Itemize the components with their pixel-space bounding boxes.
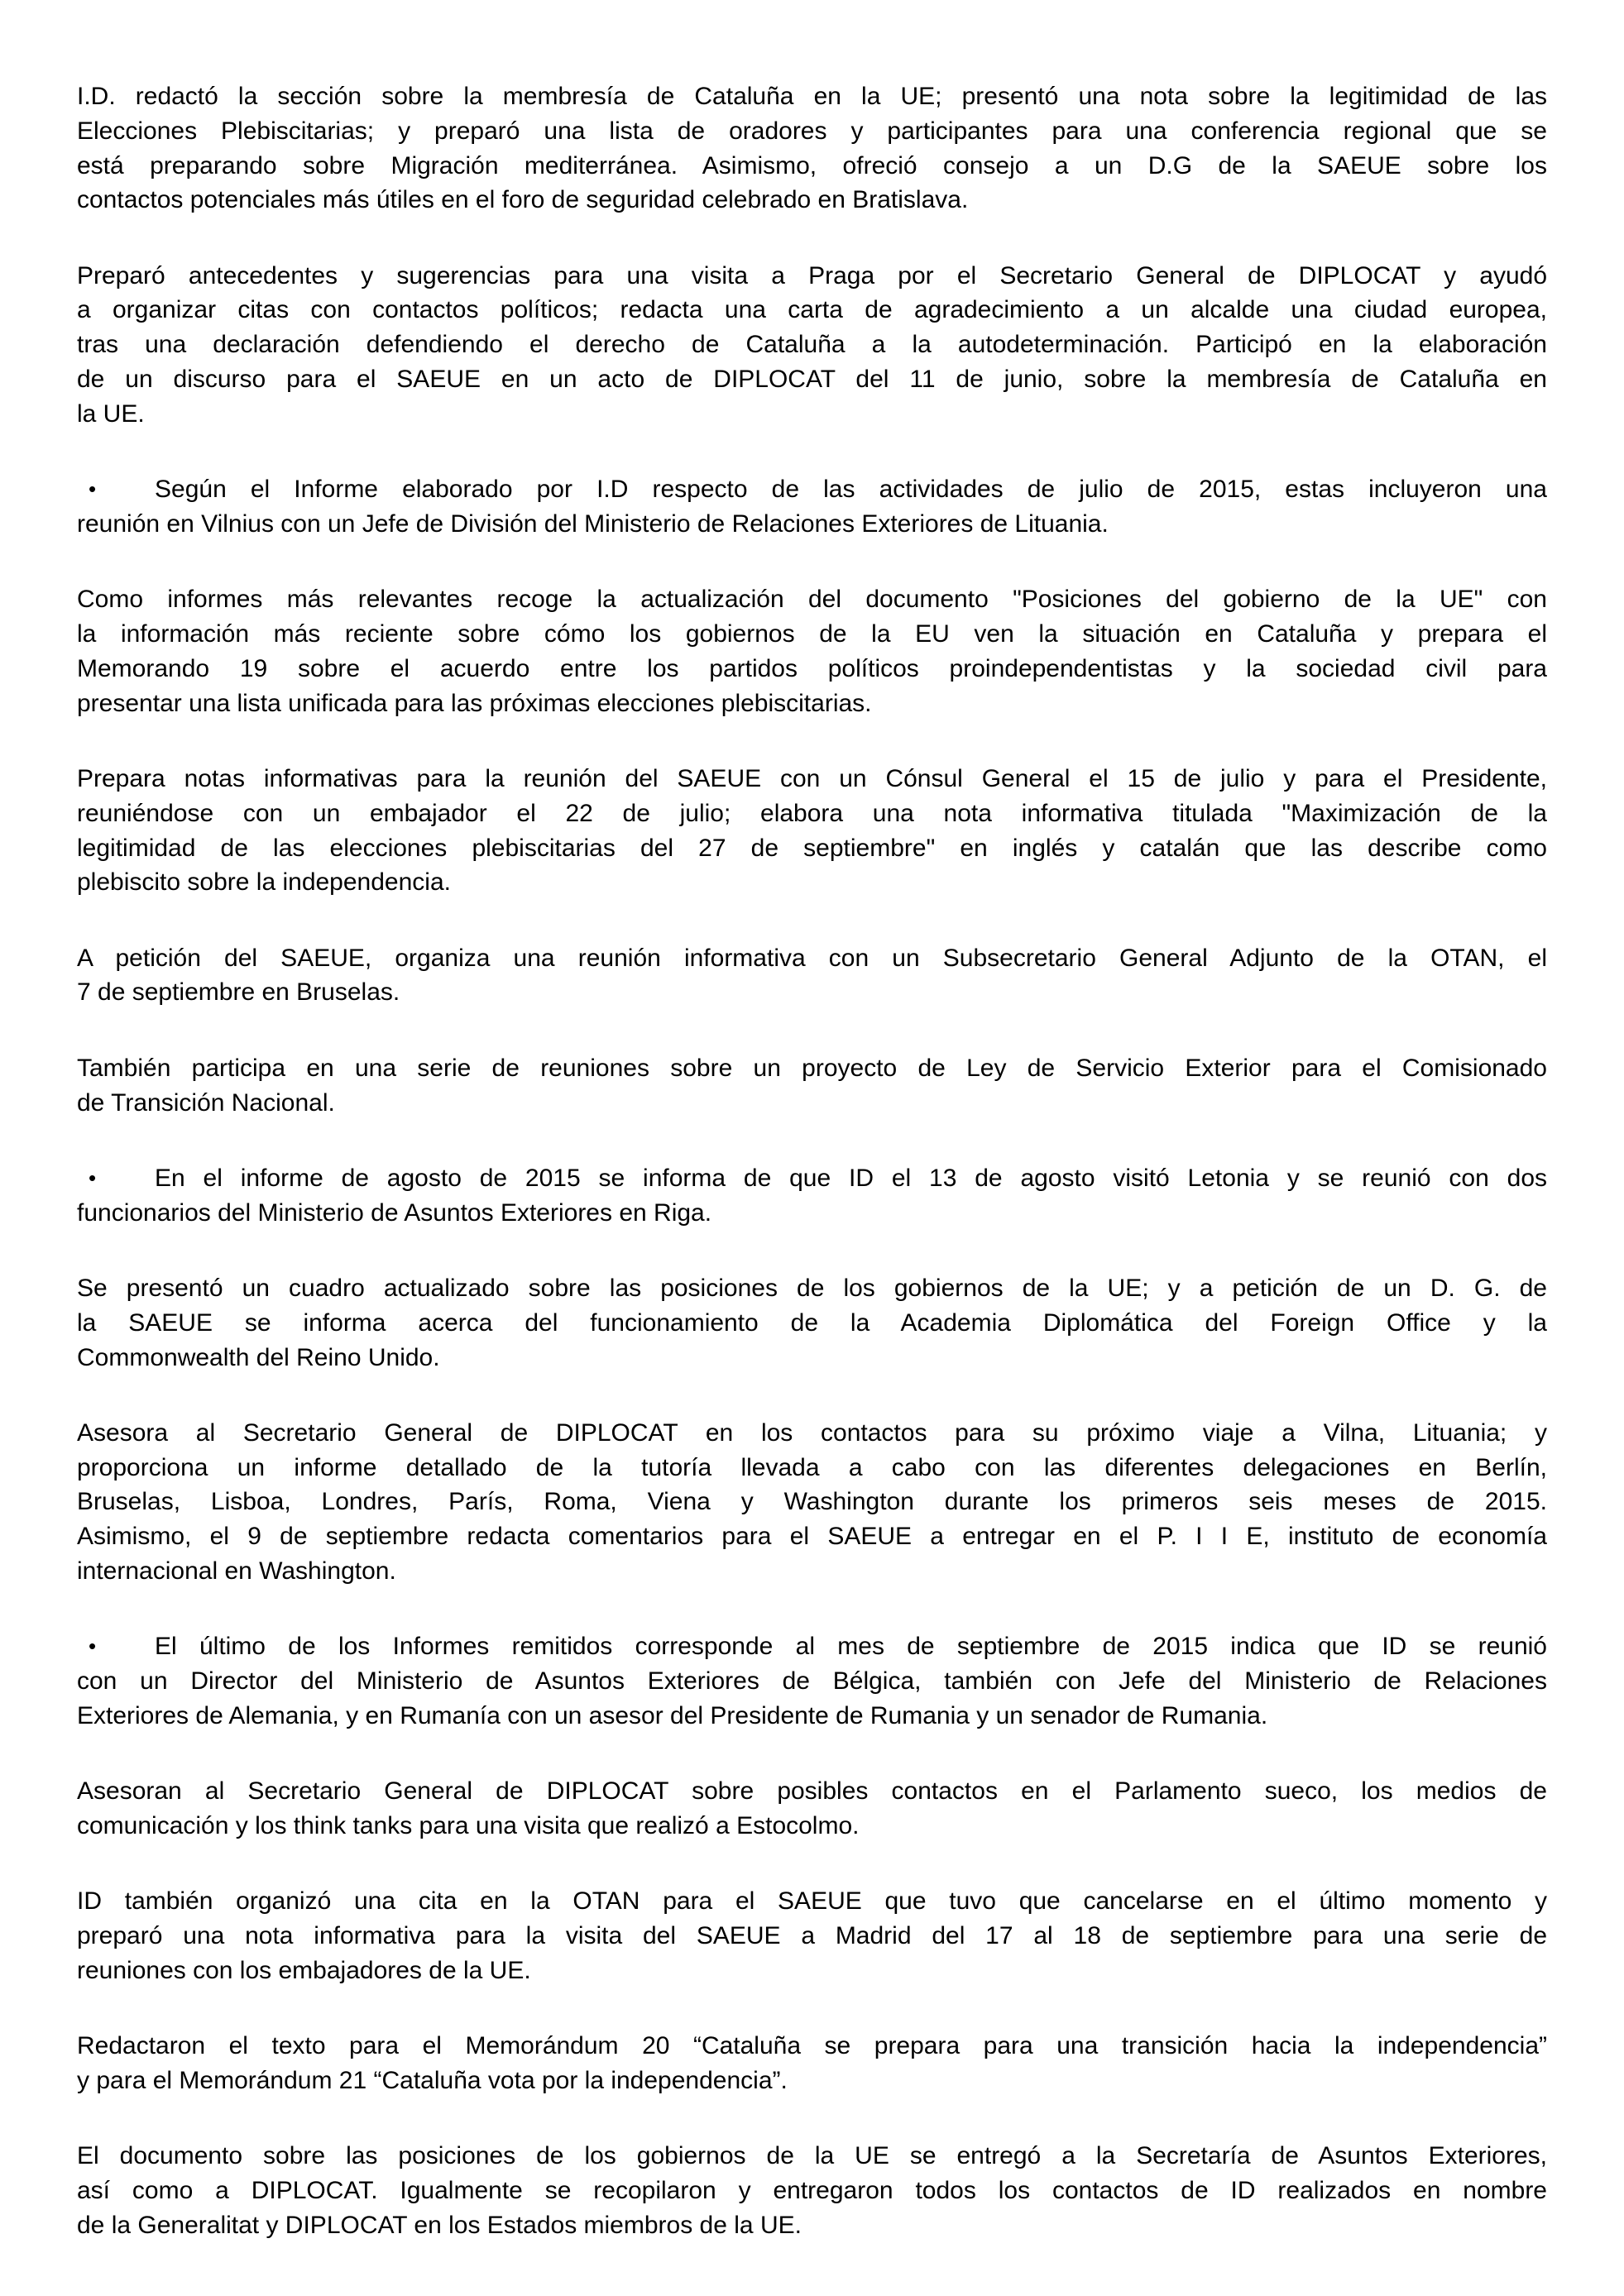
text-line: Elecciones Plebiscitarias; y preparó una lista de oradores y participantes para una conferencia regional que se <box>77 117 1547 145</box>
text-line: El documento sobre las posiciones de los gobiernos de la UE se entregó a la Secretaría de Asuntos Exteriores, <box>77 2142 1547 2170</box>
text-line: Commonwealth del Reino Unido. <box>77 1343 440 1371</box>
text-line: de Transición Nacional. <box>77 1088 335 1117</box>
text-line: de un discurso para el SAEUE en un acto de DIPLOCAT del 11 de junio, sobre la membresía de Cataluña en <box>77 366 1547 394</box>
paragraph <box>77 941 1547 1011</box>
paragraph <box>77 259 1547 432</box>
paragraph <box>77 79 1547 218</box>
text-line: Exteriores de Alemania, y en Rumanía con un asesor del Presidente de Rumania y un senador de Rumania. <box>77 1701 1268 1729</box>
text-line: También participa en una serie de reuniones sobre un proyecto de Ley de Servicio Exterior para el Comisionado <box>77 1054 1547 1082</box>
text-line: 7 de septiembre en Bruselas. <box>77 978 400 1007</box>
paragraph <box>77 1051 1547 1121</box>
text-line: Se presentó un cuadro actualizado sobre las posiciones de los gobiernos de la UE; y a petición de un D. G. de <box>77 1274 1547 1302</box>
paragraph <box>77 582 1547 720</box>
text-line: funcionarios del Ministerio de Asuntos Exteriores en Riga. <box>77 1198 712 1227</box>
text-line: así como a DIPLOCAT. Igualmente se recopilaron y entregaron todos los contactos de ID realizados en nombre <box>77 2177 1547 2205</box>
paragraph <box>77 2029 1547 2098</box>
bullet-icon: • <box>89 1634 97 1659</box>
bullet-icon: • <box>89 476 97 502</box>
paragraph <box>77 1884 1547 1987</box>
text-line: Redactaron el texto para el Memorándum 20 “Cataluña se prepara para una transición hacia la independencia” <box>77 2032 1547 2060</box>
text-line: preparó una nota informativa para la visita del SAEUE a Madrid del 17 al 18 de septiembre para una serie de <box>77 1922 1547 1950</box>
text-line: comunicación y los think tanks para una visita que realizó a Estocolmo. <box>77 1811 860 1839</box>
text-line: Preparó antecedentes y sugerencias para una visita a Praga por el Secretario General de DIPLOCAT y ayudó <box>77 261 1547 289</box>
text-line: I.D. redactó la sección sobre la membresía de Cataluña en la UE; presentó una nota sobre la legitimidad de las <box>77 83 1547 110</box>
paragraph <box>77 1271 1547 1375</box>
paragraph <box>77 2139 1547 2242</box>
text-line: contactos potenciales más útiles en el foro de seguridad celebrado en Bratislava. <box>77 186 969 214</box>
text-line: de la Generalitat y DIPLOCAT en los Estados miembros de la UE. <box>77 2211 802 2239</box>
text-line: Según el Informe elaborado por I.D respecto de las actividades de julio de 2015, estas incluyeron una <box>155 476 1547 504</box>
bullet-paragraph <box>77 1161 1547 1231</box>
text-line: está preparando sobre Migración mediterránea. Asimismo, ofreció consejo a un D.G de la SAEUE sobre los <box>77 151 1547 179</box>
text-line: plebiscito sobre la independencia. <box>77 868 451 897</box>
text-line: proporciona un informe detallado de la tutoría llevada a cabo con las diferentes delegaciones en Berlín, <box>77 1453 1547 1481</box>
text-line: tras una declaración defendiendo el derecho de Cataluña a la autodeterminación. Participó en la elaboración <box>77 331 1547 359</box>
bullet-paragraph <box>77 472 1547 542</box>
text-line: legitimidad de las elecciones plebiscitarias del 27 de septiembre" en inglés y catalán que las describe como <box>77 834 1547 862</box>
text-line: a organizar citas con contactos políticos; redacta una carta de agradecimiento a un alcalde una ciudad europea, <box>77 296 1547 324</box>
bullet-icon: • <box>89 1165 97 1190</box>
text-line: Prepara notas informativas para la reunión del SAEUE con un Cónsul General el 15 de julio y para el Presidente, <box>77 764 1547 792</box>
text-line: Bruselas, Lisboa, Londres, París, Roma, Viena y Washington durante los primeros seis meses de 2015. <box>77 1488 1547 1516</box>
text-line: presentar una lista unificada para las próximas elecciones plebiscitarias. <box>77 689 872 717</box>
paragraph <box>77 1416 1547 1589</box>
text-line: En el informe de agosto de 2015 se informa de que ID el 13 de agosto visitó Letonia y se reunió con dos <box>155 1164 1547 1192</box>
text-line: la UE. <box>77 399 145 428</box>
text-line: la información más reciente sobre cómo los gobiernos de la EU ven la situación en Cataluña y prepara el <box>77 620 1547 648</box>
paragraph <box>77 762 1547 900</box>
text-line: Como informes más relevantes recoge la actualización del documento "Posiciones del gobierno de la UE" con <box>77 586 1547 614</box>
text-line: A petición del SAEUE, organiza una reunión informativa con un Subsecretario General Adjunto de la OTAN, el <box>77 944 1547 972</box>
text-line: reuniéndose con un embajador el 22 de julio; elabora una nota informativa titulada "Maximización de la <box>77 799 1547 827</box>
text-line: reunión en Vilnius con un Jefe de División del Ministerio de Relaciones Exteriores de Lituania. <box>77 509 1109 538</box>
text-line: la SAEUE se informa acerca del funcionamiento de la Academia Diplomática del Foreign Office y la <box>77 1308 1547 1337</box>
text-line: Asesoran al Secretario General de DIPLOCAT sobre posibles contactos en el Parlamento sueco, los medios de <box>77 1777 1547 1806</box>
text-line: El último de los Informes remitidos corresponde al mes de septiembre de 2015 indica que ID se reunió <box>155 1633 1547 1661</box>
text-line: Asesora al Secretario General de DIPLOCAT en los contactos para su próximo viaje a Vilna, Lituania; y <box>77 1418 1547 1447</box>
text-line: Asimismo, el 9 de septiembre redacta comentarios para el SAEUE a entregar en el P. I I E, instituto de economía <box>77 1523 1547 1551</box>
document-page <box>77 79 1547 2284</box>
text-line: ID también organizó una cita en la OTAN para el SAEUE que tuvo que cancelarse en el último momento y <box>77 1887 1547 1916</box>
text-line: y para el Memorándum 21 “Cataluña vota por la independencia”. <box>77 2066 788 2094</box>
text-line: Memorando 19 sobre el acuerdo entre los partidos políticos proindependentistas y la sociedad civil para <box>77 654 1547 682</box>
text-line: internacional en Washington. <box>77 1557 396 1585</box>
paragraph <box>77 1774 1547 1844</box>
text-line: con un Director del Ministerio de Asuntos Exteriores de Bélgica, también con Jefe del Ministerio de Relaciones <box>77 1667 1547 1696</box>
text-line: reuniones con los embajadores de la UE. <box>77 1956 531 1984</box>
bullet-paragraph <box>77 1629 1547 1733</box>
